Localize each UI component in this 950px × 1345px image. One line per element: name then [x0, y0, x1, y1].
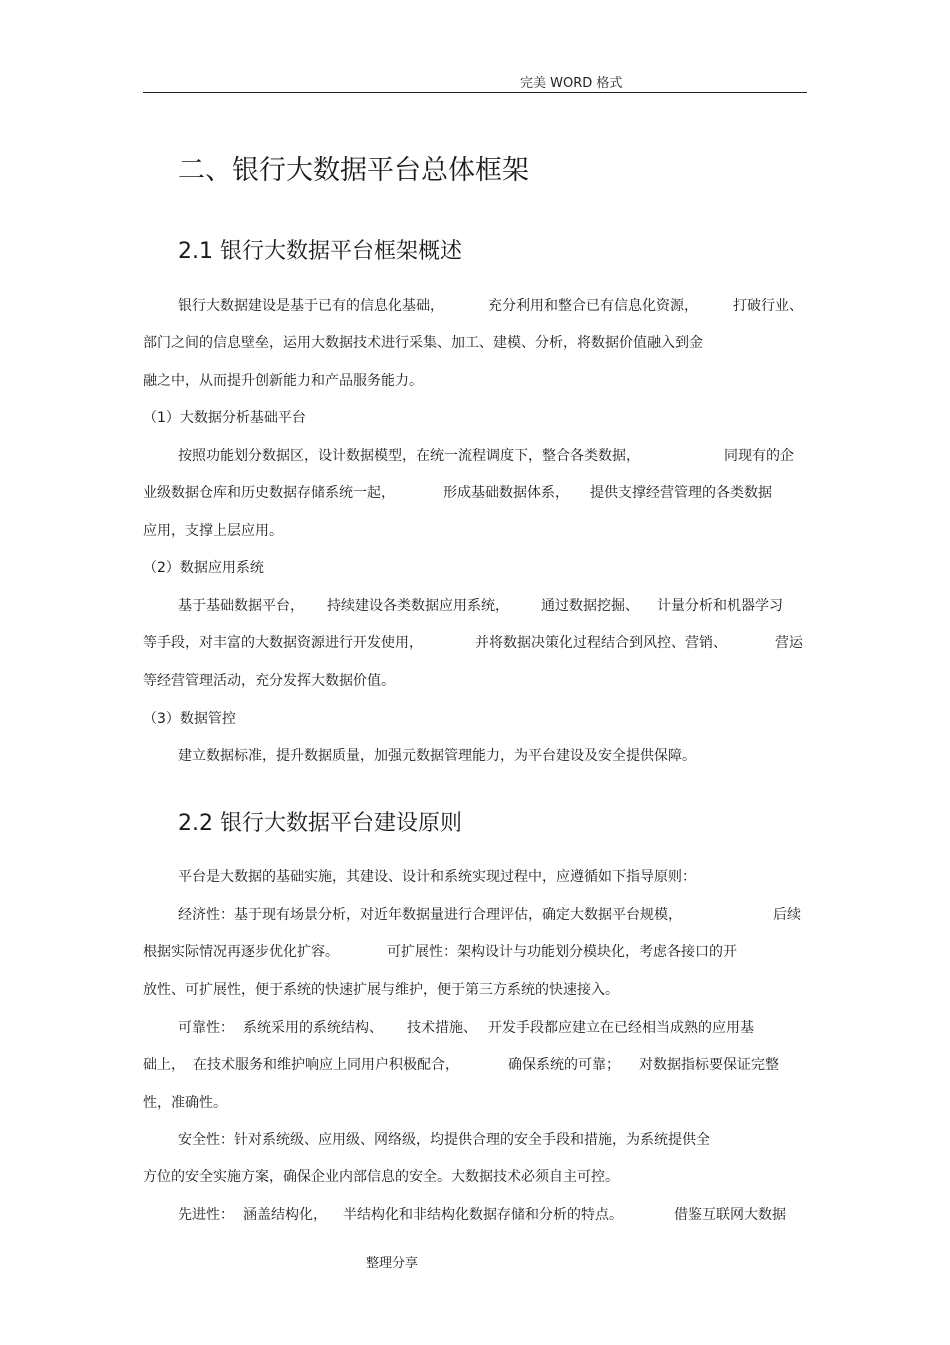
- paragraph-line: 放性、可扩展性，便于系统的快速扩展与维护，便于第三方系统的快速接入。: [143, 982, 619, 998]
- paragraph-line: 性，准确性。: [143, 1095, 227, 1111]
- paragraph-line: 按照功能划分数据区，设计数据模型，在统一流程调度下，整合各类数据，: [178, 448, 640, 464]
- paragraph-line: 银行大数据建设是基于已有的信息化基础，: [178, 298, 444, 314]
- paragraph-line: 后续: [773, 907, 801, 923]
- paragraph-line: 持续建设各类数据应用系统，: [327, 598, 509, 614]
- chapter-title: 二、银行大数据平台总体框架: [178, 155, 529, 186]
- paragraph-line: 等手段，对丰富的大数据资源进行开发使用，: [143, 635, 423, 651]
- paragraph-line: 建立数据标准，提升数据质量，加强元数据管理能力，为平台建设及安全提供保障。: [178, 748, 696, 764]
- paragraph-line: 开发手段都应建立在已经相当成熟的应用基: [488, 1020, 754, 1036]
- paragraph-line: 经济性：基于现有场景分析，对近年数据量进行合理评估，确定大数据平台规模，: [178, 907, 682, 923]
- paragraph-line: 通过数据挖掘、: [541, 598, 639, 614]
- paragraph-line: 借鉴互联网大数据: [674, 1207, 786, 1223]
- paragraph-line: 涵盖结构化，: [243, 1207, 327, 1223]
- paragraph-line: 在技术服务和维护响应上同用户积极配合，: [193, 1057, 459, 1073]
- paragraph-line: 平台是大数据的基础实施，其建设、设计和系统实现过程中，应遵循如下指导原则：: [178, 869, 696, 885]
- paragraph-line: 同现有的企: [724, 448, 794, 464]
- paragraph-line: 计量分析和机器学习: [657, 598, 783, 614]
- paragraph-line: 础上，: [143, 1057, 185, 1073]
- paragraph-line: 打破行业、: [733, 298, 803, 314]
- paragraph-line: 融之中，从而提升创新能力和产品服务能力。: [143, 373, 423, 389]
- paragraph-line: 营运: [775, 635, 803, 651]
- paragraph-line: 提供支撑经营管理的各类数据: [590, 485, 772, 501]
- item-heading: （3）数据管控: [143, 711, 236, 727]
- paragraph-line: 根据实际情况再逐步优化扩容。: [143, 944, 339, 960]
- paragraph-line: 可靠性：: [178, 1020, 234, 1036]
- paragraph-line: 系统采用的系统结构、: [243, 1020, 383, 1036]
- paragraph-line: 并将数据决策化过程结合到风控、营销、: [475, 635, 727, 651]
- item-heading: （1）大数据分析基础平台: [143, 410, 306, 426]
- paragraph-line: 对数据指标要保证完整: [639, 1057, 779, 1073]
- paragraph-line: 确保系统的可靠；: [508, 1057, 620, 1073]
- paragraph-line: 充分利用和整合已有信息化资源，: [488, 298, 698, 314]
- page-footer: 整理分享: [366, 1256, 419, 1271]
- paragraph-line: 等经营管理活动，充分发挥大数据价值。: [143, 673, 395, 689]
- paragraph-line: 部门之间的信息壁垒，运用大数据技术进行采集、加工、建模、分析，将数据价值融入到金: [143, 335, 703, 351]
- paragraph-line: 先进性：: [178, 1207, 234, 1223]
- paragraph-line: 可扩展性：架构设计与功能划分模块化，考虑各接口的开: [387, 944, 737, 960]
- paragraph-line: 技术措施、: [407, 1020, 477, 1036]
- page-header: 完美 WORD 格式: [520, 76, 623, 91]
- paragraph-line: 基于基础数据平台，: [178, 598, 304, 614]
- paragraph-line: 应用，支撑上层应用。: [143, 523, 283, 539]
- paragraph-line: 方位的安全实施方案，确保企业内部信息的安全。大数据技术必须自主可控。: [143, 1169, 619, 1185]
- paragraph-line: 安全性：针对系统级、应用级、网络级，均提供合理的安全手段和措施，为系统提供全: [178, 1132, 710, 1148]
- section-2-2-title: 2.2 银行大数据平台建设原则: [178, 811, 462, 836]
- header-divider: [143, 92, 807, 93]
- item-heading: （2）数据应用系统: [143, 560, 264, 576]
- paragraph-line: 形成基础数据体系，: [443, 485, 569, 501]
- section-2-1-title: 2.1 银行大数据平台框架概述: [178, 239, 462, 264]
- paragraph-line: 业级数据仓库和历史数据存储系统一起，: [143, 485, 395, 501]
- paragraph-line: 半结构化和非结构化数据存储和分析的特点。: [343, 1207, 623, 1223]
